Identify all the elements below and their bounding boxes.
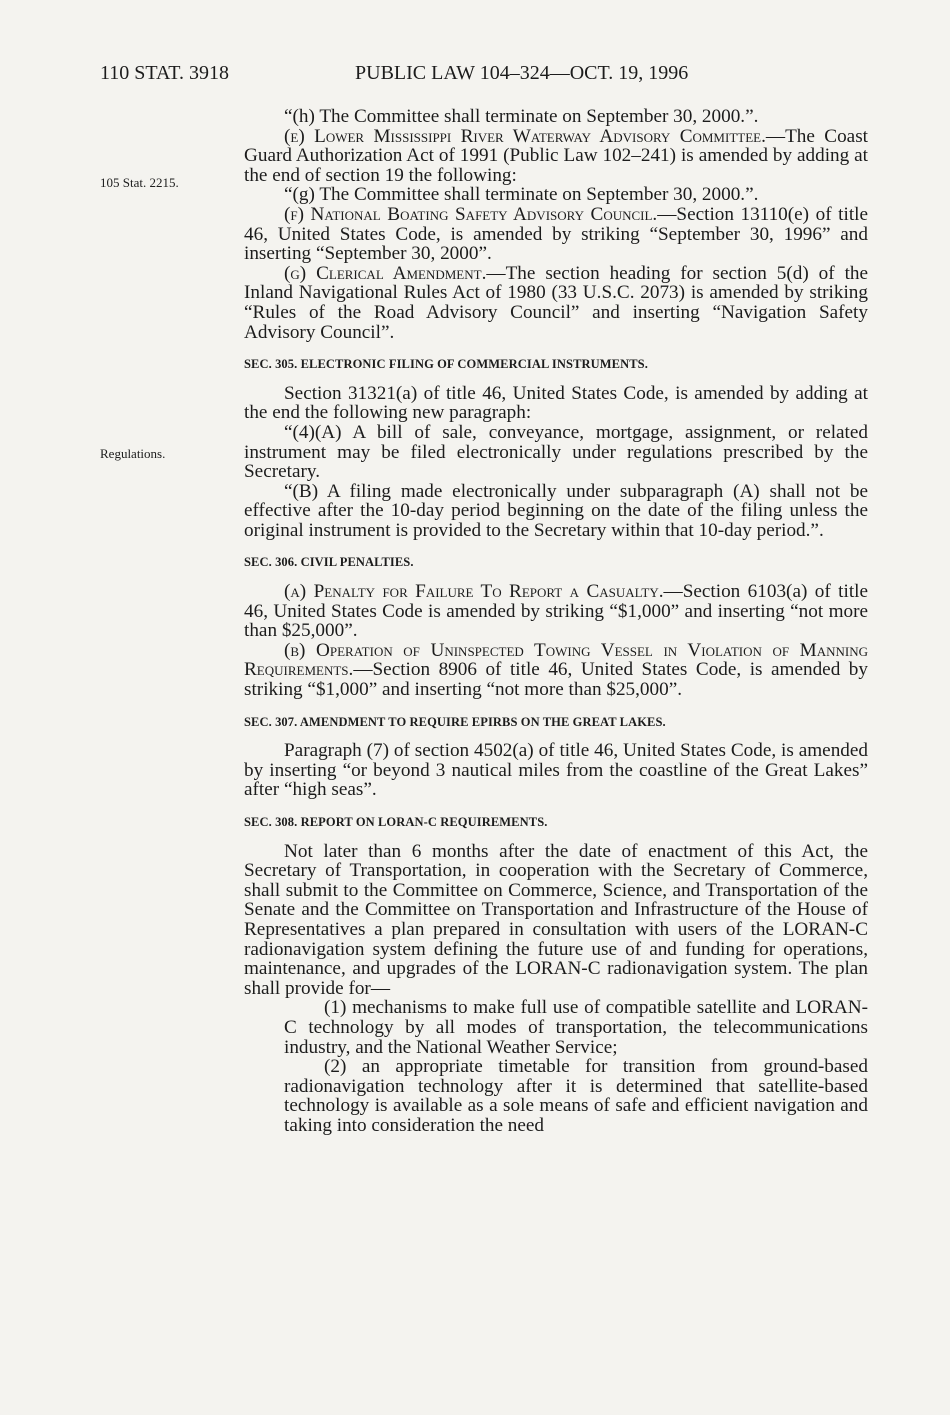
paragraph: [244, 264, 868, 342]
paragraph: Section 31321(a) of title 46, United States Code, is amended by adding at the end the following new paragraph:: [244, 382, 868, 424]
margin-note-regulations: Regulations.: [100, 446, 166, 461]
section-heading: SEC. 308. REPORT ON LORAN-C REQUIREMENTS.: [244, 815, 548, 829]
paragraph: “(h) The Committee shall terminate on September 30, 2000.”.: [284, 106, 759, 127]
list-item: (1) mechanisms to make full use of compatible satellite and LORAN-C technology by all modes of transportation, the telecommunications industry, and the National Weather Service;: [284, 997, 868, 1058]
subsection-text: —Section 6103(a) of title 46, United States Code is amended by striking “$1,000” and inserting “not more than $25,000”.: [244, 581, 868, 642]
subsection-text: —The section heading for section 5(d) of the Inland Navigational Rules Act of 1980 (33 U.S.C. 2073) is amended by striking “Rules of the Road Advisory Council” and inserting “Navigation Safety Advisory Council”.: [244, 262, 869, 343]
subsection-heading: (b) Operation of Uninspected Towing Vessel in Violation of Manning Requirements.: [244, 639, 868, 681]
paragraph: [244, 641, 868, 700]
paragraph: Not later than 6 months after the date of enactment of this Act, the Secretary of Transportation, in cooperation with the Secretary of Commerce, shall submit to the Committee on Commerce, Science, and Transportation of the Senate and the Committee on Transportation and Infrastructure of the House of Representatives a plan prepared in consultation with users of the LORAN-C radionavigation system defining the future use of and funding for operations, maintenance, and upgrades of the LORAN-C radionavigation system. The plan shall provide for—: [244, 840, 868, 999]
subsection-heading: (g) Clerical Amendment.: [284, 262, 487, 284]
paragraph: “(g) The Committee shall terminate on September 30, 2000.”.: [284, 184, 759, 206]
subsection-text: —Section 8906 of title 46, United States Code, is amended by striking “$1,000” and inserting “not more than $25,000”.: [244, 659, 868, 701]
paragraph: Paragraph (7) of section 4502(a) of title 46, United States Code, is amended by inserting “or beyond 3 nautical miles from the coastline of the Great Lakes” after “high seas”.: [244, 740, 868, 801]
paragraph: “(4)(A) A bill of sale, conveyance, mortgage, assignment, or related instrument may be filed electronically under regulations prescribed by the Secretary.: [244, 421, 868, 483]
subsection-text: —Section 13110(e) of title 46, United States Code, is amended by striking “September 30, 1996” and inserting “September 30, 2000”.: [244, 203, 868, 265]
page-header: [100, 62, 870, 90]
running-title: PUBLIC LAW 104–324—OCT. 19, 1996: [355, 62, 689, 84]
paragraph: [244, 127, 868, 186]
section-heading: SEC. 306. CIVIL PENALTIES.: [244, 555, 414, 570]
list-item: (2) an appropriate timetable for transition from ground-based radionavigation technology after it is determined that satellite-based technology is available as a sole means of safe and efficient navigation and taking into consideration the need: [284, 1056, 868, 1136]
subsection-text: —The Coast Guard Authorization Act of 1991 (Public Law 102–241) is amended by adding at the end of section 19 the following:: [244, 125, 868, 186]
margin-note-stat: 105 Stat. 2215.: [100, 175, 179, 190]
document-body: [244, 107, 868, 1136]
section-heading: SEC. 305. ELECTRONIC FILING OF COMMERCIAL INSTRUMENTS.: [244, 357, 648, 372]
paragraph: “(B) A filing made electronically under subparagraph (A) shall not be effective after the 10-day period beginning on the date of the filing unless the original instrument is provided to the Secretary within that 10-day period.”.: [244, 480, 868, 541]
subsection-heading: (f) National Boating Safety Advisory Council.: [284, 203, 658, 225]
subsection-heading: (e) Lower Mississippi River Waterway Advisory Committee.: [284, 125, 766, 147]
subsection-heading: (a) Penalty for Failure To Report a Casualty.: [284, 581, 664, 603]
paragraph: [244, 582, 868, 641]
stat-reference: 110 STAT. 3918: [100, 62, 229, 84]
paragraph: [244, 205, 868, 264]
section-heading: SEC. 307. AMENDMENT TO REQUIRE EPIRBS ON THE GREAT LAKES.: [244, 714, 666, 729]
